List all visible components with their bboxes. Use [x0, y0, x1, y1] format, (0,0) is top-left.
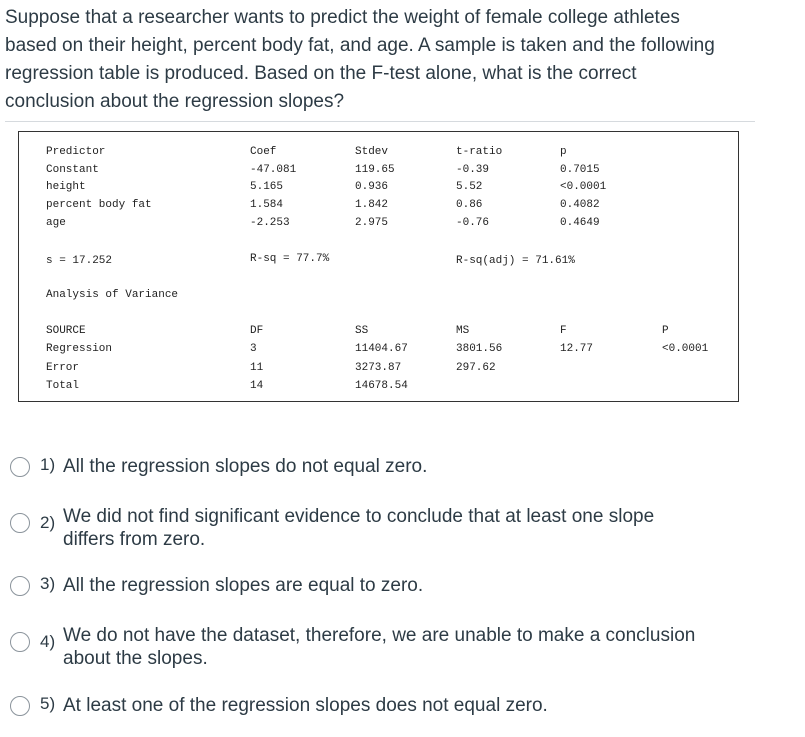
stdev-value: 1.842	[355, 199, 389, 211]
t-ratio-value: 5.52	[456, 181, 483, 193]
answer-text	[63, 694, 763, 717]
answer-number: 1)	[40, 455, 56, 474]
question-line: conclusion about the regression slopes?	[5, 91, 345, 112]
answer-number: 5)	[40, 694, 56, 713]
r-squared: R-sq = 77.7%	[250, 253, 330, 265]
answer-line: At least one of the regression slopes does not equal zero.	[63, 695, 548, 716]
anova-header-f: F	[560, 325, 567, 337]
s-statistic: s = 17.252	[46, 255, 113, 267]
anova-header-p: P	[662, 325, 669, 337]
answer-text	[63, 505, 763, 551]
coef-value: 1.584	[250, 199, 284, 211]
anova-title: Analysis of Variance	[46, 289, 179, 301]
anova-header-source: SOURCE	[46, 325, 86, 337]
header-coef: Coef	[250, 146, 277, 158]
p-value: 0.4649	[560, 217, 600, 229]
coef-value: -2.253	[250, 217, 290, 229]
predictor-name: height	[46, 181, 86, 193]
stdev-value: 0.936	[355, 181, 389, 193]
anova-df: 3	[250, 343, 257, 355]
anova-ss: 3273.87	[355, 362, 402, 374]
question-text	[5, 4, 785, 116]
anova-p: <0.0001	[662, 343, 709, 355]
answer-text	[63, 455, 763, 478]
radio-button[interactable]	[10, 576, 30, 596]
anova-df: 14	[250, 380, 264, 392]
r-squared-adjusted: R-sq(adj) = 71.61%	[456, 255, 575, 267]
answer-number: 2)	[40, 513, 56, 532]
p-value: <0.0001	[560, 181, 607, 193]
header-t-ratio: t-ratio	[456, 146, 503, 158]
t-ratio-value: -0.39	[456, 164, 490, 176]
stdev-value: 119.65	[355, 164, 395, 176]
answer-line: All the regression slopes are equal to zero.	[63, 575, 424, 596]
question-line: Suppose that a researcher wants to predict the weight of female college athletes	[5, 7, 680, 28]
anova-header-ss: SS	[355, 325, 369, 337]
answer-text	[63, 574, 763, 597]
answer-line: about the slopes.	[63, 648, 208, 669]
predictor-name: percent body fat	[46, 199, 152, 211]
question-line: regression table is produced. Based on the F-test alone, what is the correct	[5, 63, 637, 84]
answer-number: 3)	[40, 574, 56, 593]
anova-ms: 3801.56	[456, 343, 503, 355]
answer-line: differs from zero.	[63, 529, 206, 550]
anova-header-df: DF	[250, 325, 264, 337]
question-line: based on their height, percent body fat, and age. A sample is taken and the following	[5, 35, 715, 56]
radio-button[interactable]	[10, 457, 30, 477]
answer-line: All the regression slopes do not equal zero.	[63, 456, 428, 477]
header-stdev: Stdev	[355, 146, 389, 158]
header-predictor: Predictor	[46, 146, 106, 158]
header-p: p	[560, 146, 567, 158]
p-value: 0.4082	[560, 199, 600, 211]
t-ratio-value: 0.86	[456, 199, 483, 211]
stdev-value: 2.975	[355, 217, 389, 229]
radio-button[interactable]	[10, 513, 30, 533]
divider	[5, 121, 755, 122]
anova-source: Regression	[46, 343, 113, 355]
predictor-name: Constant	[46, 164, 99, 176]
anova-ss: 11404.67	[355, 343, 408, 355]
anova-df: 11	[250, 362, 264, 374]
answer-text	[63, 624, 763, 670]
predictor-name: age	[46, 217, 66, 229]
regression-output	[18, 131, 739, 402]
anova-header-ms: MS	[456, 325, 470, 337]
anova-ss: 14678.54	[355, 380, 408, 392]
coef-value: -47.081	[250, 164, 297, 176]
anova-source: Total	[46, 380, 80, 392]
radio-button[interactable]	[10, 696, 30, 716]
anova-f: 12.77	[560, 343, 594, 355]
coef-value: 5.165	[250, 181, 284, 193]
anova-ms: 297.62	[456, 362, 496, 374]
anova-source: Error	[46, 362, 80, 374]
t-ratio-value: -0.76	[456, 217, 490, 229]
answer-number: 4)	[40, 632, 56, 651]
radio-button[interactable]	[10, 632, 30, 652]
answer-line: We do not have the dataset, therefore, we are unable to make a conclusion	[63, 625, 696, 646]
p-value: 0.7015	[560, 164, 600, 176]
answer-line: We did not find significant evidence to conclude that at least one slope	[63, 506, 655, 527]
